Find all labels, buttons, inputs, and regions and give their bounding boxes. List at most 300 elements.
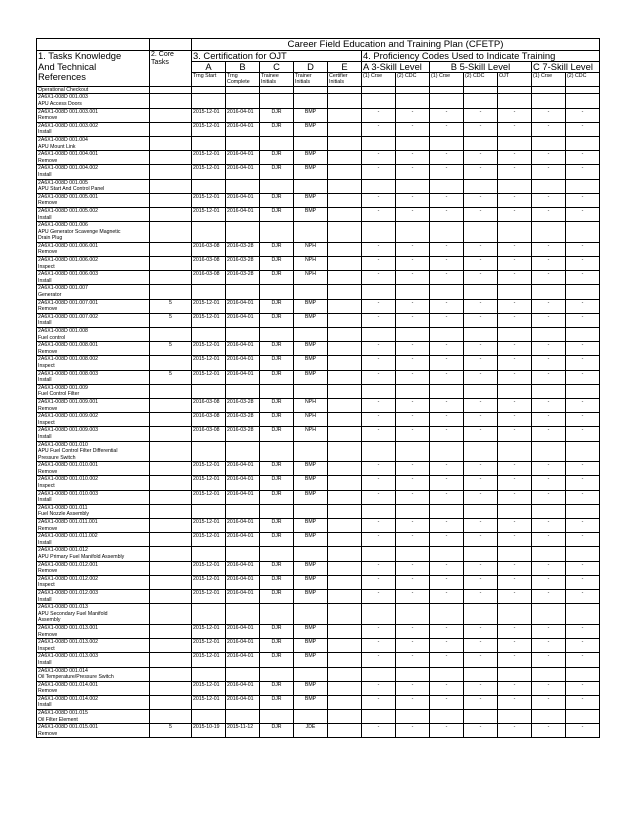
core-task-cell (150, 242, 192, 256)
cert-d-cell: BMP (294, 356, 328, 370)
proficiency-cell (532, 547, 566, 561)
cert-b-cell: 2016-04-01 (226, 207, 260, 221)
proficiency-cell: - (362, 533, 396, 547)
proficiency-cell: - (464, 356, 498, 370)
proficiency-cell: - (430, 653, 464, 667)
cert-a-cell: 2015-12-01 (192, 356, 226, 370)
task-description: 2A6X1-008D 001.010 APU Fuel Control Filter Differential Pressure Switch (37, 441, 150, 462)
proficiency-cell: - (396, 533, 430, 547)
cert-b-cell (226, 222, 260, 243)
cert-e-cell (328, 476, 362, 490)
task-row (37, 533, 600, 547)
proficiency-cell: - (430, 490, 464, 504)
cert-b-cell: 2016-04-01 (226, 193, 260, 207)
cert-a-cell: 2015-12-01 (192, 490, 226, 504)
proficiency-cell: - (362, 271, 396, 285)
cert-e-cell (328, 519, 362, 533)
cert-b-cell: 2016-04-01 (226, 639, 260, 653)
proficiency-cell: - (566, 427, 600, 441)
proficiency-cell (498, 710, 532, 724)
cert-e-cell (328, 462, 362, 476)
proficiency-cell (396, 285, 430, 299)
cert-a-cell (192, 94, 226, 108)
cert-a-cell: 2015-12-01 (192, 653, 226, 667)
core-task-cell: 5 (150, 724, 192, 738)
core-task-cell (150, 441, 192, 462)
cert-b-cell: 2016-04-01 (226, 165, 260, 179)
proficiency-cell (498, 285, 532, 299)
proficiency-cell: - (532, 639, 566, 653)
cert-c-cell: DJR (260, 242, 294, 256)
cert-subheader: Trng Complete (226, 73, 260, 87)
proficiency-cell (566, 328, 600, 342)
proficiency-cell (532, 94, 566, 108)
task-row (37, 342, 600, 356)
cert-b-cell: 2016-03-28 (226, 427, 260, 441)
cert-c-cell: DJR (260, 681, 294, 695)
core-task-cell (150, 427, 192, 441)
cert-e-cell (328, 370, 362, 384)
cert-c-cell: DJR (260, 165, 294, 179)
cert-a-cell: 2016-03-08 (192, 413, 226, 427)
core-task-cell (150, 328, 192, 342)
cert-d-cell (294, 136, 328, 150)
cert-e-cell (328, 561, 362, 575)
cert-e-cell (328, 94, 362, 108)
cert-e-cell (328, 356, 362, 370)
cert-d-cell (294, 441, 328, 462)
cert-d-cell: BMP (294, 490, 328, 504)
proficiency-cell: - (532, 589, 566, 603)
cert-a-cell: 2015-12-01 (192, 589, 226, 603)
task-description: 2A6X1-008D 001.005.001 Remove (37, 193, 150, 207)
task-group-row (37, 384, 600, 398)
proficiency-cell: - (464, 519, 498, 533)
task-row (37, 695, 600, 709)
task-row (37, 575, 600, 589)
task-group-row (37, 94, 600, 108)
proficiency-cell: - (396, 639, 430, 653)
task-row (37, 589, 600, 603)
proficiency-cell: - (396, 476, 430, 490)
cert-a-cell: 2015-12-01 (192, 299, 226, 313)
cert-b-cell: 2016-04-01 (226, 370, 260, 384)
proficiency-cell (532, 441, 566, 462)
proficiency-cell: - (464, 242, 498, 256)
proficiency-cell: - (396, 413, 430, 427)
cert-a-cell: 2015-12-01 (192, 342, 226, 356)
proficiency-cell: - (498, 413, 532, 427)
cert-e-cell (328, 504, 362, 518)
cert-d-cell: NPH (294, 427, 328, 441)
cert-e-cell (328, 313, 362, 327)
cert-c-cell: DJR (260, 207, 294, 221)
cert-c-cell: DJR (260, 519, 294, 533)
cert-b-cell: 2016-04-01 (226, 533, 260, 547)
core-task-cell (150, 122, 192, 136)
cert-a-cell (192, 285, 226, 299)
cert-b-cell: 2016-04-01 (226, 342, 260, 356)
proficiency-cell: - (362, 476, 396, 490)
cert-letter-c: C (260, 62, 294, 73)
cert-a-cell: 2015-12-01 (192, 624, 226, 638)
proficiency-cell (566, 667, 600, 681)
proficiency-cell: - (498, 356, 532, 370)
proficiency-cell: - (532, 624, 566, 638)
proficiency-cell: - (362, 519, 396, 533)
cert-d-cell: BMP (294, 108, 328, 122)
cert-c-cell: DJR (260, 575, 294, 589)
proficiency-cell: - (532, 356, 566, 370)
cert-d-cell: BMP (294, 533, 328, 547)
task-description: 2A6X1-008D 001.006.003 Install (37, 271, 150, 285)
task-description: 2A6X1-008D 001.013.003 Install (37, 653, 150, 667)
core-task-cell (150, 136, 192, 150)
proficiency-cell: - (362, 151, 396, 165)
proficiency-cell: - (498, 476, 532, 490)
proficiency-cell: - (396, 681, 430, 695)
task-description: 2A6X1-008D 001.010.001 Remove (37, 462, 150, 476)
proficiency-cell: - (430, 193, 464, 207)
proficiency-cell: - (566, 575, 600, 589)
proficiency-cell: - (464, 151, 498, 165)
cert-c-cell: DJR (260, 108, 294, 122)
proficiency-cell: - (532, 413, 566, 427)
cert-b-cell: 2016-04-01 (226, 299, 260, 313)
cert-b-cell (226, 179, 260, 193)
proficiency-cell (566, 86, 600, 94)
proficiency-cell: - (396, 271, 430, 285)
cert-c-cell: DJR (260, 639, 294, 653)
core-task-cell: 5 (150, 370, 192, 384)
proficiency-cell (464, 604, 498, 625)
core-task-cell (150, 207, 192, 221)
core-task-cell (150, 285, 192, 299)
proficiency-cell: - (532, 490, 566, 504)
task-description: 2A6X1-008D 001.012.003 Install (37, 589, 150, 603)
cert-d-cell (294, 222, 328, 243)
proficiency-cell: - (566, 476, 600, 490)
proficiency-cell: - (430, 575, 464, 589)
cert-e-cell (328, 207, 362, 221)
task-description: Operational Checkout (37, 86, 150, 94)
cert-a-cell (192, 441, 226, 462)
proficiency-cell: - (498, 299, 532, 313)
proficiency-cell (430, 504, 464, 518)
cert-d-cell: NPH (294, 242, 328, 256)
proficiency-cell (430, 547, 464, 561)
proficiency-cell: - (464, 207, 498, 221)
task-row (37, 561, 600, 575)
task-description: 2A6X1-008D 001.012.002 Inspect (37, 575, 150, 589)
proficiency-cell: - (532, 193, 566, 207)
proficiency-cell (362, 604, 396, 625)
cert-b-cell (226, 504, 260, 518)
proficiency-cell (464, 222, 498, 243)
proficiency-cell: - (464, 193, 498, 207)
proficiency-cell: - (362, 589, 396, 603)
core-task-cell (150, 179, 192, 193)
proficiency-cell (362, 441, 396, 462)
task-description: 2A6X1-008D 001.006.002 Inspect (37, 257, 150, 271)
proficiency-cell: - (430, 313, 464, 327)
cert-e-cell (328, 285, 362, 299)
core-task-cell (150, 533, 192, 547)
cert-e-cell (328, 342, 362, 356)
proficiency-cell: - (498, 151, 532, 165)
proficiency-cell: - (498, 462, 532, 476)
cert-d-cell (294, 667, 328, 681)
proficiency-cell (532, 384, 566, 398)
cert-a-cell: 2015-12-01 (192, 370, 226, 384)
cert-b-cell (226, 285, 260, 299)
proficiency-header: 4. Proficiency Codes Used to Indicate Training (362, 51, 600, 62)
proficiency-cell (498, 86, 532, 94)
cert-e-cell (328, 222, 362, 243)
proficiency-cell (464, 328, 498, 342)
proficiency-cell: - (464, 108, 498, 122)
cert-b-cell: 2016-04-01 (226, 681, 260, 695)
cert-c-cell: DJR (260, 398, 294, 412)
proficiency-cell: - (430, 398, 464, 412)
cert-b-cell: 2016-04-01 (226, 108, 260, 122)
cert-e-cell (328, 667, 362, 681)
proficiency-cell: - (566, 356, 600, 370)
proficiency-cell: - (464, 427, 498, 441)
cert-b-cell (226, 604, 260, 625)
proficiency-cell: - (532, 724, 566, 738)
cert-c-cell: DJR (260, 589, 294, 603)
proficiency-cell: - (532, 695, 566, 709)
proficiency-cell (464, 710, 498, 724)
proficiency-cell: - (362, 575, 396, 589)
cert-d-cell: NPH (294, 413, 328, 427)
task-description: 2A6X1-008D 001.015 Oil Filter Element (37, 710, 150, 724)
cert-d-cell: BMP (294, 639, 328, 653)
proficiency-cell (532, 285, 566, 299)
proficiency-cell: - (532, 207, 566, 221)
proficiency-cell (532, 86, 566, 94)
cert-e-cell (328, 108, 362, 122)
task-row (37, 476, 600, 490)
proficiency-cell (396, 136, 430, 150)
proficiency-cell: - (566, 724, 600, 738)
cert-d-cell: NPH (294, 257, 328, 271)
cert-b-cell: 2016-04-01 (226, 313, 260, 327)
proficiency-cell: - (464, 299, 498, 313)
cert-b-cell: 2016-04-01 (226, 519, 260, 533)
cert-c-cell: DJR (260, 370, 294, 384)
cert-d-cell (294, 547, 328, 561)
proficiency-cell: - (464, 271, 498, 285)
core-task-cell (150, 462, 192, 476)
cert-c-cell: DJR (260, 413, 294, 427)
proficiency-cell: - (498, 165, 532, 179)
proficiency-cell: - (498, 342, 532, 356)
proficiency-cell (362, 222, 396, 243)
cert-d-cell: BMP (294, 313, 328, 327)
core-task-cell (150, 639, 192, 653)
core-task-cell (150, 271, 192, 285)
proficiency-cell: - (566, 695, 600, 709)
proficiency-cell: - (396, 724, 430, 738)
task-row (37, 639, 600, 653)
proficiency-cell: - (566, 462, 600, 476)
cert-b-cell: 2016-04-01 (226, 589, 260, 603)
cert-a-cell (192, 384, 226, 398)
proficiency-cell: - (362, 313, 396, 327)
cert-a-cell: 2016-03-08 (192, 427, 226, 441)
proficiency-cell: - (566, 207, 600, 221)
cert-d-cell (294, 328, 328, 342)
cert-d-cell: NPH (294, 271, 328, 285)
proficiency-cell: - (532, 462, 566, 476)
proficiency-cell: - (566, 370, 600, 384)
proficiency-cell: - (532, 561, 566, 575)
cert-a-cell: 2016-03-08 (192, 257, 226, 271)
core-task-cell (150, 589, 192, 603)
proficiency-cell: - (362, 242, 396, 256)
proficiency-subheader: (1) Crse (362, 73, 396, 87)
task-row (37, 151, 600, 165)
core-task-cell (150, 695, 192, 709)
proficiency-cell (498, 94, 532, 108)
proficiency-cell: - (532, 299, 566, 313)
proficiency-cell (532, 504, 566, 518)
core-task-cell (150, 604, 192, 625)
proficiency-cell (430, 285, 464, 299)
proficiency-cell (566, 222, 600, 243)
task-row (37, 413, 600, 427)
proficiency-cell (396, 441, 430, 462)
proficiency-cell: - (498, 257, 532, 271)
cert-d-cell: BMP (294, 589, 328, 603)
task-description: 2A6X1-008D 001.011.002 Install (37, 533, 150, 547)
proficiency-cell: - (464, 724, 498, 738)
cert-c-cell: DJR (260, 462, 294, 476)
proficiency-cell: - (362, 370, 396, 384)
proficiency-cell: - (498, 639, 532, 653)
task-description: 2A6X1-008D 001.009.002 Inspect (37, 413, 150, 427)
cert-d-cell: BMP (294, 342, 328, 356)
cert-b-cell: 2016-04-01 (226, 490, 260, 504)
proficiency-cell: - (532, 533, 566, 547)
proficiency-cell (396, 94, 430, 108)
cert-a-cell: 2015-12-01 (192, 639, 226, 653)
cert-c-cell (260, 547, 294, 561)
proficiency-cell: - (532, 653, 566, 667)
proficiency-cell: - (430, 151, 464, 165)
cert-b-cell: 2016-03-28 (226, 398, 260, 412)
proficiency-cell: - (396, 427, 430, 441)
proficiency-cell (498, 547, 532, 561)
core-task-cell (150, 653, 192, 667)
proficiency-cell: - (464, 490, 498, 504)
cert-a-cell: 2015-10-19 (192, 724, 226, 738)
certification-header: 3. Certification for OJT (192, 51, 362, 62)
proficiency-cell (362, 94, 396, 108)
task-row (37, 653, 600, 667)
cert-b-cell: 2016-04-01 (226, 476, 260, 490)
proficiency-cell: - (566, 165, 600, 179)
proficiency-cell: - (498, 519, 532, 533)
proficiency-cell: - (430, 356, 464, 370)
cert-d-cell (294, 604, 328, 625)
proficiency-cell (430, 136, 464, 150)
proficiency-cell (396, 547, 430, 561)
proficiency-cell: - (396, 108, 430, 122)
cert-c-cell: DJR (260, 122, 294, 136)
core-task-cell (150, 86, 192, 94)
cert-e-cell (328, 193, 362, 207)
core-task-cell (150, 151, 192, 165)
core-task-cell (150, 257, 192, 271)
cert-a-cell: 2015-12-01 (192, 476, 226, 490)
proficiency-cell (498, 667, 532, 681)
proficiency-cell (430, 441, 464, 462)
level-3-header: A 3-Skill Level (362, 62, 430, 73)
cert-b-cell (226, 710, 260, 724)
proficiency-cell: - (362, 490, 396, 504)
task-row (37, 356, 600, 370)
cert-b-cell: 2016-04-01 (226, 122, 260, 136)
cert-a-cell: 2015-12-01 (192, 519, 226, 533)
proficiency-cell: - (362, 724, 396, 738)
proficiency-cell: - (430, 462, 464, 476)
task-row (37, 271, 600, 285)
cert-a-cell (192, 222, 226, 243)
proficiency-cell (362, 384, 396, 398)
task-description: 2A6X1-008D 001.008.001 Remove (37, 342, 150, 356)
cert-c-cell: DJR (260, 356, 294, 370)
cert-c-cell: DJR (260, 476, 294, 490)
proficiency-cell: - (532, 342, 566, 356)
task-description: 2A6X1-008D 001.007 Generator (37, 285, 150, 299)
proficiency-cell (396, 710, 430, 724)
proficiency-cell: - (498, 575, 532, 589)
proficiency-subheader: (2) CDC (566, 73, 600, 87)
proficiency-cell: - (396, 122, 430, 136)
proficiency-cell: - (464, 575, 498, 589)
task-description: 2A6X1-008D 001.004.002 Install (37, 165, 150, 179)
proficiency-cell (396, 504, 430, 518)
cert-c-cell: DJR (260, 271, 294, 285)
task-row (37, 313, 600, 327)
proficiency-subheader: (1) Crse (532, 73, 566, 87)
proficiency-cell (566, 94, 600, 108)
task-group-row (37, 222, 600, 243)
cert-b-cell: 2016-03-28 (226, 413, 260, 427)
core-task-cell (150, 193, 192, 207)
cert-c-cell: DJR (260, 624, 294, 638)
proficiency-cell (362, 504, 396, 518)
cert-d-cell (294, 179, 328, 193)
proficiency-cell: - (464, 122, 498, 136)
cert-d-cell: BMP (294, 653, 328, 667)
cert-e-cell (328, 384, 362, 398)
proficiency-cell: - (430, 207, 464, 221)
proficiency-cell: - (532, 427, 566, 441)
cert-e-cell (328, 441, 362, 462)
cert-d-cell: JDE (294, 724, 328, 738)
cert-b-cell (226, 328, 260, 342)
cert-e-cell (328, 165, 362, 179)
proficiency-cell: - (430, 589, 464, 603)
cert-b-cell: 2016-04-01 (226, 356, 260, 370)
cert-e-cell (328, 328, 362, 342)
cert-c-cell: DJR (260, 299, 294, 313)
cert-letter-d: D (294, 62, 328, 73)
